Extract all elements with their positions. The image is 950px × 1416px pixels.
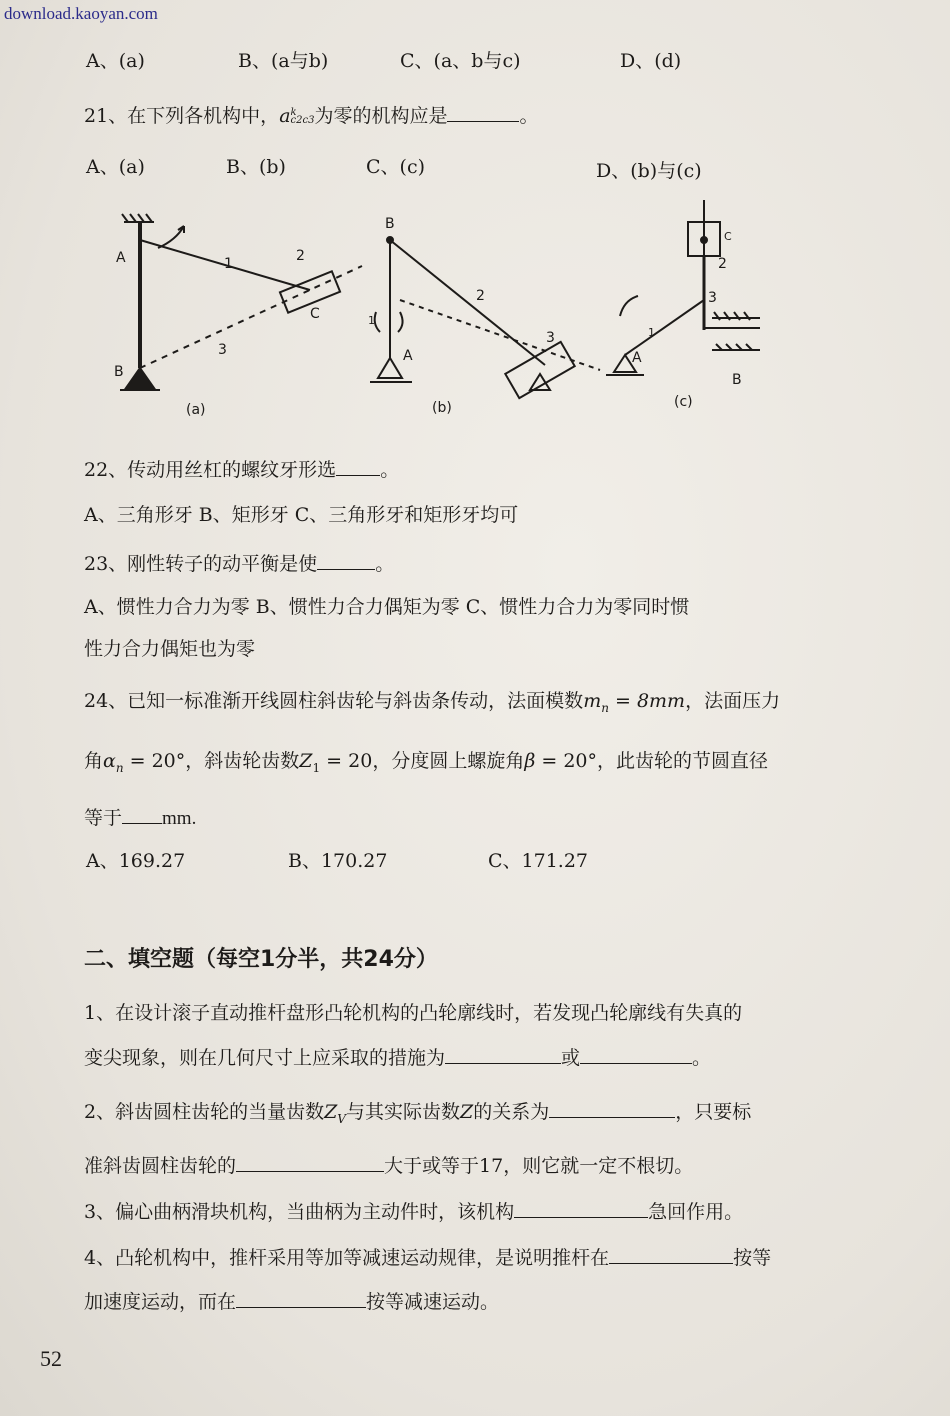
q24-option-c: C、171.27: [488, 850, 589, 872]
f1-line2-c: 。: [692, 1047, 712, 1069]
label-c-C: C: [724, 230, 732, 243]
f1-line2-b: 或: [561, 1047, 581, 1069]
q21-symbol-sup: k: [290, 107, 297, 118]
label-b-3: 3: [546, 330, 555, 346]
section-title: 二、填空题（每空1分半，共24分）: [84, 947, 438, 972]
q24-alpha-sub: n: [115, 760, 124, 775]
f2-line1-d: ，只要标: [675, 1101, 752, 1123]
f1-line2: [84, 1044, 711, 1070]
f4-blank-2[interactable]: [236, 1288, 366, 1308]
q23-end: 。: [375, 553, 395, 575]
q24-line1-prefix: 24、已知一标准渐开线圆柱斜齿轮与斜齿条传动，法面模数: [84, 690, 584, 712]
q20-option-b: B、(a与b): [238, 50, 329, 72]
q21-symbol-sub: c2c3: [290, 115, 315, 126]
q24-option-b: B、170.27: [288, 850, 388, 872]
label-c-B: B: [732, 372, 742, 388]
f4-blank-1[interactable]: [609, 1244, 733, 1264]
q24-z-sub: 1: [312, 760, 321, 775]
label-c-3: 3: [708, 290, 717, 306]
q24-answer-blank[interactable]: [122, 804, 162, 824]
q24-line2-b: ，斜齿轮齿数: [185, 750, 300, 772]
f2-line2-a: 准斜齿圆柱齿轮的: [84, 1155, 237, 1177]
q24-line2-c: ，分度圆上螺旋角: [372, 750, 525, 772]
caption-b: (b): [432, 400, 452, 416]
mechanism-c: [606, 200, 760, 375]
f3-b: 急回作用。: [648, 1201, 744, 1223]
f1-blank-1[interactable]: [445, 1044, 561, 1064]
caption-c: (c): [674, 394, 693, 410]
label-a-C: C: [310, 306, 320, 322]
f1-blank-2[interactable]: [580, 1044, 692, 1064]
q21-symbol: a: [279, 105, 291, 127]
label-b-2: 2: [476, 288, 485, 304]
q24-line3-a: 等于: [84, 807, 123, 829]
q20-option-c: C、(a、b与c): [400, 50, 521, 72]
f4-line2-a: 加速度运动，而在: [84, 1291, 237, 1313]
q24-unit: mm.: [162, 808, 197, 829]
label-b-A: A: [403, 348, 413, 364]
f2-line2: [84, 1152, 693, 1178]
q20-option-a: A、(a): [86, 50, 145, 72]
f4-line1: [84, 1244, 771, 1270]
label-b-B: B: [385, 216, 395, 232]
label-a-B: B: [114, 364, 124, 380]
q22-stem: [84, 456, 399, 482]
page-number: 52: [40, 1346, 62, 1371]
f3-a: 3、偏心曲柄滑块机构，当曲柄为主动件时，该机构: [84, 1201, 515, 1223]
q24-mn-value: = 8mm: [608, 690, 686, 712]
q24-mn-symbol: m: [583, 690, 602, 712]
q24-z-value: = 20: [320, 750, 373, 772]
q24-alpha-value: = 20°: [123, 750, 186, 772]
f4-line2-b: 按等减速运动。: [366, 1291, 500, 1313]
q23-stem: [84, 550, 394, 576]
q24-mn-sub: n: [601, 700, 609, 715]
f2-zv-sub: V: [337, 1111, 346, 1126]
q23-stem-text: 23、刚性转子的动平衡是使: [84, 553, 318, 575]
label-c-2: 2: [718, 256, 727, 272]
q24-beta-value: = 20°: [535, 750, 598, 772]
q21-stem: [84, 102, 538, 128]
q24-option-a: A、169.27: [86, 850, 186, 872]
f1-line2-a: 变尖现象，则在几何尺寸上应采取的措施为: [84, 1047, 446, 1069]
q21-end: 。: [519, 105, 539, 127]
f4-line2: [84, 1288, 499, 1314]
q24-z-symbol: Z: [299, 750, 313, 772]
q22-stem-text: 22、传动用丝杠的螺纹牙形选: [84, 459, 337, 481]
f4-line1-b: 按等: [733, 1247, 772, 1269]
q23-options-line2: 性力合力偶矩也为零: [84, 638, 256, 660]
label-c-1: 1: [648, 326, 655, 339]
f2-line1: [84, 1098, 751, 1126]
q21-option-b: B、(b): [226, 156, 286, 178]
q24-alpha-symbol: α: [103, 750, 116, 772]
f2-line1-b: 与其实际齿数: [345, 1101, 460, 1123]
label-c-A: A: [632, 350, 642, 366]
watermark-link[interactable]: download.kaoyan.com: [4, 4, 158, 23]
label-a-1: 1: [224, 256, 233, 272]
f4-line1-a: 4、凸轮机构中，推杆采用等加等减速运动规律，是说明推杆在: [84, 1247, 610, 1269]
q21-option-c: C、(c): [366, 156, 426, 178]
f3-line: [84, 1198, 743, 1224]
label-a-3: 3: [218, 342, 227, 358]
label-b-1: 1: [368, 314, 375, 327]
q21-option-d: D、(b)与(c): [596, 160, 702, 182]
q24-beta-symbol: β: [524, 750, 536, 772]
f2-zv-symbol: Z: [324, 1101, 338, 1123]
f2-blank-2[interactable]: [236, 1152, 384, 1172]
q22-end: 。: [380, 459, 400, 481]
mechanism-figure: [100, 200, 860, 425]
q24-line1: [84, 690, 780, 715]
mechanism-b: [370, 237, 600, 398]
f2-blank-1[interactable]: [549, 1098, 675, 1118]
f3-blank[interactable]: [514, 1198, 648, 1218]
label-a-2: 2: [296, 248, 305, 264]
q22-options: A、三角形牙 B、矩形牙 C、三角形牙和矩形牙均可: [84, 504, 519, 526]
q24-line1-suffix: ，法面压力: [685, 690, 781, 712]
q21-suffix: 为零的机构应是: [314, 105, 448, 127]
q20-option-d: D、(d): [620, 50, 682, 72]
f2-line1-c: 的关系为: [473, 1101, 550, 1123]
q23-options-line1: A、惯性力合力为零 B、惯性力合力偶矩为零 C、惯性力合力为零同时惯: [84, 596, 690, 618]
f2-line1-a: 2、斜齿圆柱齿轮的当量齿数: [84, 1101, 325, 1123]
label-a-A: A: [116, 250, 126, 266]
f2-z-symbol: Z: [459, 1101, 474, 1123]
mechanism-a: [120, 214, 362, 390]
q22-answer-blank[interactable]: [336, 456, 380, 476]
q24-line2-d: ，此齿轮的节圆直径: [597, 750, 769, 772]
f2-line2-b: 大于或等于17，则它就一定不根切。: [384, 1155, 694, 1177]
q23-answer-blank[interactable]: [317, 550, 375, 570]
q21-answer-blank[interactable]: [447, 102, 519, 122]
q24-line3: [84, 804, 196, 831]
q24-line2: [84, 750, 768, 775]
caption-a: (a): [186, 402, 206, 418]
q21-prefix: 21、在下列各机构中，: [84, 105, 280, 127]
f1-line1: 1、在设计滚子直动推杆盘形凸轮机构的凸轮廓线时，若发现凸轮廓线有失真的: [84, 1002, 743, 1024]
q21-option-a: A、(a): [86, 156, 145, 178]
q24-line2-a: 角: [84, 750, 104, 772]
